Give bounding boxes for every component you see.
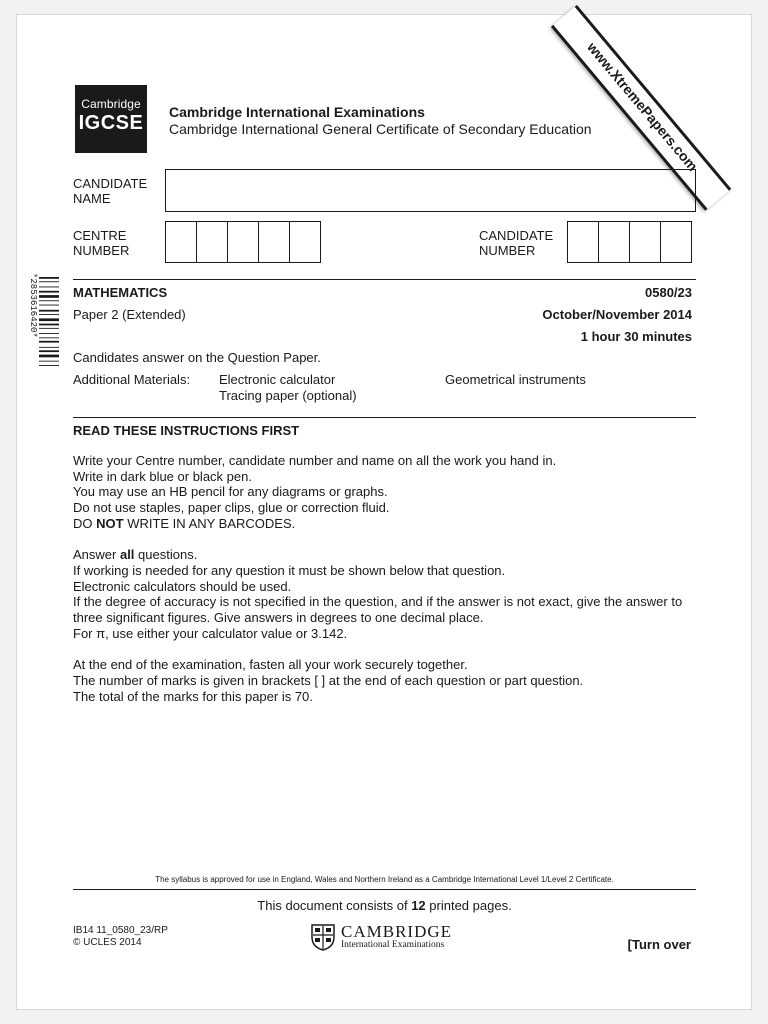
barcode-bar: [39, 324, 59, 326]
footer-ref-block: [73, 925, 168, 949]
divider-footer: [73, 889, 696, 890]
barcode-graphic: [21, 273, 61, 407]
brand-sub: International Examinations: [341, 939, 445, 950]
centre-number-label-line1: CENTRE: [73, 228, 127, 243]
barcode-bar: [39, 305, 59, 306]
instruction-line: For π, use either your calculator value or 3.142.: [73, 625, 348, 641]
cambridge-brand: [310, 923, 452, 951]
candidate-number-label: [479, 228, 553, 258]
instruction-line: Write your Centre number, candidate number and name on all the work you hand in.: [73, 453, 557, 468]
instruction-line: The number of marks is given in brackets [ ] at the end of each question or part question.: [73, 672, 584, 688]
instruction-line: The total of the marks for this paper is 70.: [73, 688, 313, 704]
candidate-number-label-line2: NUMBER: [479, 243, 536, 258]
centre-number-cell[interactable]: [165, 221, 197, 263]
barcode-bar: [39, 287, 59, 288]
answer-post: questions.: [134, 547, 198, 563]
logo-line-1: Cambridge: [81, 97, 141, 111]
instruction-answer-all: [73, 547, 703, 563]
exam-session: October/November 2014: [542, 307, 692, 322]
candidate-number-cell[interactable]: [629, 221, 661, 263]
centre-number-cell[interactable]: [258, 221, 290, 263]
instruction-line: Electronic calculators should be used.: [73, 578, 292, 594]
barcode-bar: [39, 333, 59, 334]
candidate-name-label-line1: CANDIDATE: [73, 176, 148, 191]
barcode-bar: [39, 328, 59, 329]
divider-instructions: [73, 417, 696, 418]
barcodes-pre: DO: [73, 515, 97, 531]
crest-icon: [310, 923, 336, 951]
centre-number-cell[interactable]: [289, 221, 321, 263]
divider-top: [73, 279, 696, 280]
barcode-bar: [39, 295, 59, 298]
barcode-bar: [39, 291, 59, 293]
instructions-heading: READ THESE INSTRUCTIONS FIRST: [73, 423, 300, 438]
document-ref: IB14 11_0580_23/RP: [73, 925, 168, 936]
certificate-title: Cambridge International General Certificate of Secondary Education: [169, 121, 592, 137]
barcode-bar: [39, 318, 59, 321]
cambridge-igcse-logo: [75, 85, 147, 153]
barcode-bar: [39, 341, 59, 343]
material-tracing-paper: Tracing paper (optional): [219, 388, 357, 403]
centre-number-boxes[interactable]: [165, 221, 320, 263]
pages-pre: This document consists of: [257, 898, 412, 913]
barcode-bar: [39, 300, 59, 301]
paper-code: 0580/23: [645, 285, 692, 300]
material-calculator: Electronic calculator: [219, 372, 336, 387]
logo-line-2: IGCSE: [78, 112, 144, 134]
candidate-number-label-line1: CANDIDATE: [479, 228, 554, 243]
instruction-line: If working is needed for any question it must be shown below that question.: [73, 562, 506, 578]
page-count-note: [73, 898, 696, 913]
centre-number-label: [73, 228, 129, 258]
barcode-text: *2853616420*: [28, 273, 38, 338]
paper-name: Paper 2 (Extended): [73, 307, 186, 322]
instruction-line: Write in dark blue or black pen.: [73, 468, 252, 484]
brand-name: CAMBRIDGE: [341, 921, 453, 941]
instruction-line: If the degree of accuracy is not specified in the question, and if the answer is not exact, give the answer to: [73, 594, 683, 610]
exam-duration: 1 hour 30 minutes: [580, 329, 692, 344]
centre-number-cell[interactable]: [196, 221, 228, 263]
barcode-bar: [39, 350, 59, 352]
barcode-bar: [39, 355, 59, 358]
org-title: Cambridge International Examinations: [169, 104, 425, 120]
barcodes-bold: NOT: [96, 515, 124, 531]
candidate-number-boxes[interactable]: [567, 221, 691, 263]
copyright: © UCLES 2014: [73, 937, 142, 948]
answer-pre: Answer: [73, 547, 120, 563]
barcode-bar: [39, 365, 59, 366]
centre-number-label-line2: NUMBER: [73, 243, 130, 258]
pages-count: 12: [411, 898, 426, 913]
barcode-bar: [39, 310, 59, 312]
subject: MATHEMATICS: [73, 285, 168, 300]
candidate-name-label-line2: NAME: [73, 191, 111, 206]
instructions-body: [73, 453, 703, 704]
barcode-bar: [39, 347, 59, 348]
candidate-number-cell[interactable]: [660, 221, 692, 263]
centre-number-cell[interactable]: [227, 221, 259, 263]
instruction-line: You may use an HB pencil for any diagrams or graphs.: [73, 484, 388, 500]
instruction-barcodes: [73, 516, 703, 532]
material-geometry: Geometrical instruments: [445, 372, 586, 387]
candidate-number-cell[interactable]: [598, 221, 630, 263]
barcode-bar: [39, 314, 59, 315]
materials-label: Additional Materials:: [73, 372, 191, 387]
barcode-bar: [39, 281, 59, 282]
instruction-line: Do not use staples, paper clips, glue or correction fluid.: [73, 500, 390, 516]
barcodes-post: WRITE IN ANY BARCODES.: [123, 515, 296, 531]
pages-post: printed pages.: [425, 898, 512, 913]
barcode-bar: [39, 277, 59, 279]
candidate-name-box[interactable]: [165, 169, 696, 212]
barcode-bar: [39, 361, 59, 362]
instruction-line: three significant figures. Give answers in degrees to one decimal place.: [73, 610, 484, 626]
answer-on-note: Candidates answer on the Question Paper.: [73, 350, 321, 365]
turn-over: [Turn over: [627, 937, 691, 952]
answer-bold: all: [119, 547, 135, 563]
instruction-line: At the end of the examination, fasten all your work securely together.: [73, 657, 468, 673]
ribbon-text: www.XtremePapers.com: [584, 39, 702, 175]
candidate-number-cell[interactable]: [567, 221, 599, 263]
syllabus-note: The syllabus is approved for use in England, Wales and Northern Ireland as a Cambridge International Level 1/Level 2 Certificate.: [155, 875, 614, 884]
candidate-name-label: [73, 176, 147, 206]
barcode-bar: [39, 337, 59, 338]
exam-cover-page: [16, 14, 752, 1010]
